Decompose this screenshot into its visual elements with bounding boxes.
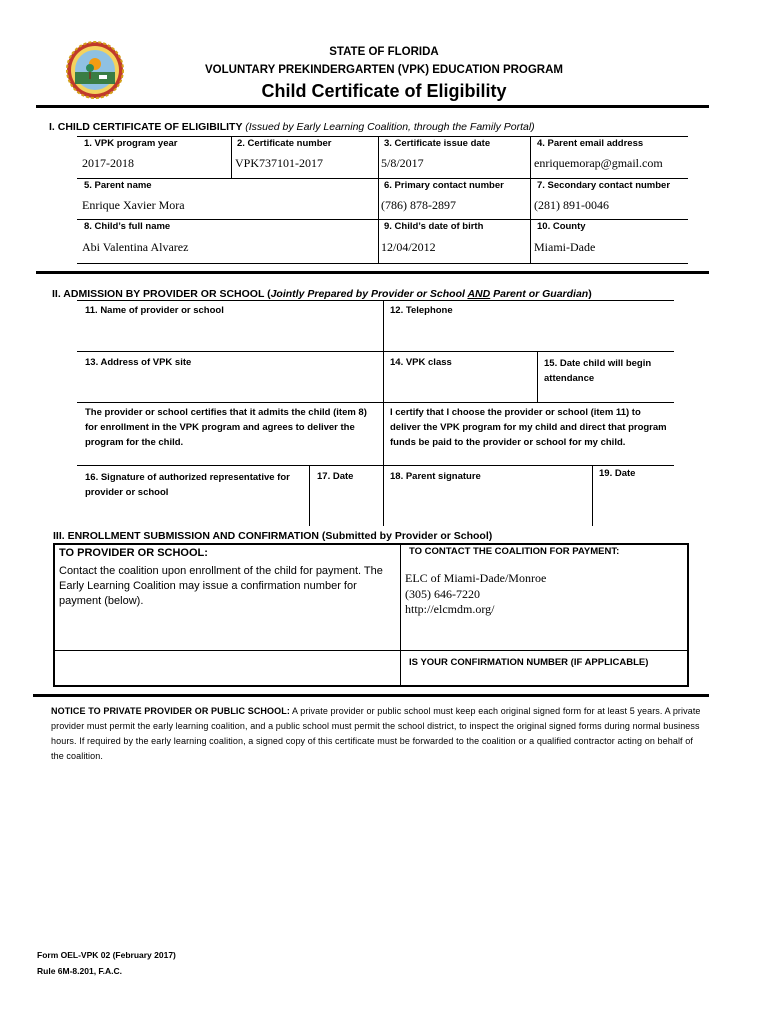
county-label: 10. County (537, 221, 586, 232)
confirmation-label: IS YOUR CONFIRMATION NUMBER (IF APPLICABLE) (409, 657, 649, 668)
coalition-phone[interactable]: (305) 646-7220 (405, 587, 480, 601)
to-provider-heading: TO PROVIDER OR SCHOOL: (59, 547, 208, 559)
program-year-value[interactable]: 2017-2018 (82, 156, 134, 170)
certificate-number-value[interactable]: VPK737101-2017 (235, 156, 324, 170)
parent-name-value[interactable]: Enrique Xavier Mora (82, 198, 185, 212)
section1-heading: I. CHILD CERTIFICATE OF ELIGIBILITY (Issued by Early Learning Coalition, through the Family Portal) (49, 121, 535, 133)
primary-contact-value[interactable]: (786) 878-2897 (381, 198, 456, 212)
coalition-url-link[interactable]: http://elcmdm.org/ (405, 602, 495, 616)
issue-date-value[interactable]: 5/8/2017 (381, 156, 424, 170)
rep-signature-label: 16. Signature of authorized representative for provider or school (85, 472, 290, 498)
confirmation-number-input[interactable] (56, 652, 399, 685)
parent-email-label: 4. Parent email address (537, 138, 644, 149)
date19-label: 19. Date (599, 468, 636, 479)
coalition-name: ELC of Miami-Dade/Monroe (405, 571, 547, 585)
notice-text (51, 704, 701, 764)
secondary-contact-label: 7. Secondary contact number (537, 180, 671, 191)
child-dob-label: 9. Child’s date of birth (384, 221, 484, 232)
notice-body: A private provider or public school must keep each original signed form for at least 5 years. A private provider must permit the early learning coalition, and a public school must permit the school district, to inspect the original signed forms during normal business hours. If required by the early learning coalition, a signed copy of this certificate must be forwarded to the coalition or a qualified contractor acting on behalf of the coalition. (51, 706, 701, 761)
start-date-label: 15. Date child will begin attendance (544, 358, 652, 384)
county-value[interactable]: Miami-Dade (534, 240, 596, 254)
child-name-value[interactable]: Abi Valentina Alvarez (82, 240, 189, 254)
section3-divider (33, 694, 709, 697)
parent-email-value[interactable]: enriquemorap@gmail.com (534, 156, 663, 170)
program-year-label: 1. VPK program year (84, 138, 178, 149)
notice-lead: NOTICE TO PRIVATE PROVIDER OR PUBLIC SCHOOL: (51, 706, 290, 716)
vpk-address-label: 13. Address of VPK site (85, 357, 192, 368)
child-name-label: 8. Child’s full name (84, 221, 171, 232)
date17-label: 17. Date (317, 471, 354, 482)
issue-date-label: 3. Certificate issue date (384, 138, 491, 149)
rule-reference: Rule 6M-8.201, F.A.C. (37, 966, 123, 976)
page-title: Child Certificate of Eligibility (261, 81, 507, 101)
parent-signature-label: 18. Parent signature (390, 471, 481, 482)
vpk-class-label: 14. VPK class (390, 357, 452, 368)
section1-heading-note: (Issued by Early Learning Coalition, through the Family Portal) (245, 121, 535, 133)
contact-coalition-heading: TO CONTACT THE COALITION FOR PAYMENT: (409, 546, 620, 557)
provider-name-label: 11. Name of provider or school (85, 305, 224, 316)
form-id: Form OEL-VPK 02 (February 2017) (37, 950, 176, 960)
certificate-number-label: 2. Certificate number (237, 138, 332, 149)
provider-certification-text: The provider or school certifies that it admits the child (item 8) for enrollment in the VPK program and agrees to deliver the program for the child. (85, 407, 367, 448)
secondary-contact-value[interactable]: (281) 891-0046 (534, 198, 609, 212)
header-divider (36, 105, 709, 108)
primary-contact-label: 6. Primary contact number (384, 180, 504, 191)
child-dob-value[interactable]: 12/04/2012 (381, 240, 436, 254)
state-heading: STATE OF FLORIDA (329, 46, 439, 58)
section2-heading: II. ADMISSION BY PROVIDER OR SCHOOL (Jointly Prepared by Provider or School AND Parent or Guardian) (52, 288, 592, 300)
program-heading: VOLUNTARY PREKINDERGARTEN (VPK) EDUCATION PROGRAM (205, 64, 563, 76)
parent-name-label: 5. Parent name (84, 180, 152, 191)
to-provider-body: Contact the coalition upon enrollment of the child for payment. The Early Learning Coalition may issue a confirmation number for payment (below). (59, 565, 383, 607)
section3-heading: III. ENROLLMENT SUBMISSION AND CONFIRMATION (Submitted by Provider or School) (53, 530, 493, 542)
parent-certification-text: I certify that I choose the provider or school (item 11) to deliver the VPK program for my child and direct that program funds be paid to the provider or school for my child. (390, 407, 667, 448)
telephone-label: 12. Telephone (390, 305, 453, 316)
section1-divider (36, 271, 709, 274)
